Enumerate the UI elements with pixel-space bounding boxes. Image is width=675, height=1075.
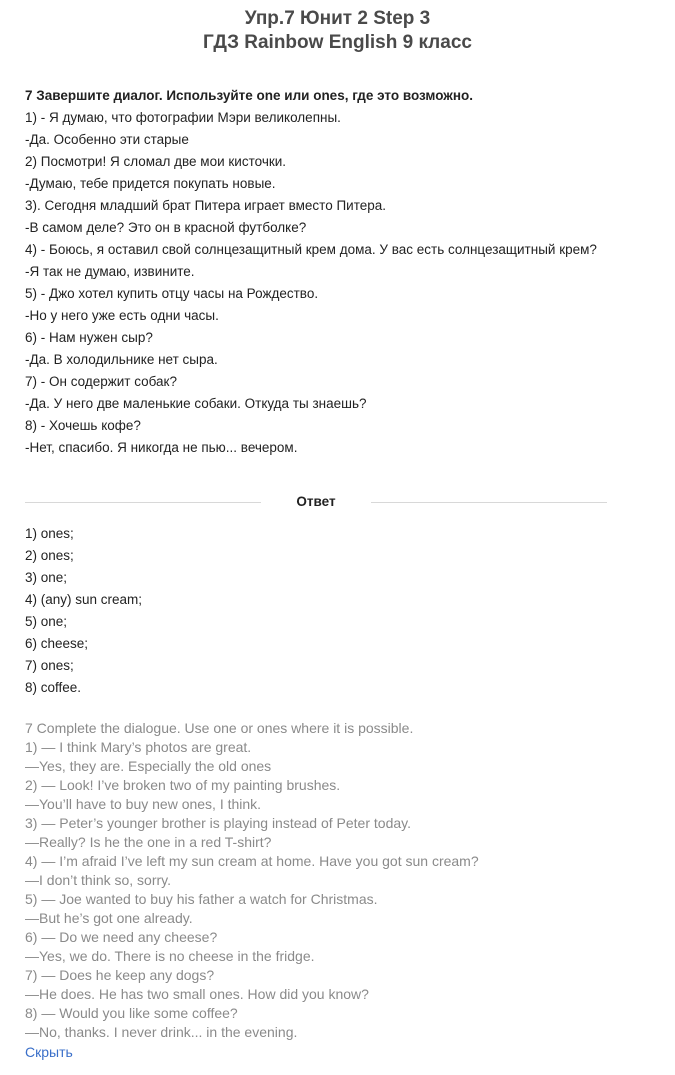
task-heading: 7 Завершите диалог. Используйте one или ones, где это возможно. xyxy=(25,88,474,103)
answers-list xyxy=(25,523,625,699)
task-line: -Но у него уже есть одни часы. xyxy=(25,308,219,323)
english-line: 5) — Joe wanted to buy his father a watch for Christmas. xyxy=(25,891,378,907)
task-line: -Думаю, тебе придется покупать новые. xyxy=(25,176,276,191)
english-line: 4) — I’m afraid I’ve left my sun cream at home. Have you got sun cream? xyxy=(25,853,479,869)
divider-line-left xyxy=(25,502,261,503)
english-line: —He does. He has two small ones. How did you know? xyxy=(25,986,369,1002)
english-line: 7) — Does he keep any dogs? xyxy=(25,967,215,983)
task-block xyxy=(25,85,625,459)
answer-divider xyxy=(25,492,607,512)
page xyxy=(0,7,675,1075)
english-line: 8) — Would you like some coffee? xyxy=(25,1005,238,1021)
answer-item: 2) ones; xyxy=(25,548,74,563)
task-line: -Я так не думаю, извините. xyxy=(25,264,195,279)
task-line: -В самом деле? Это он в красной футболке? xyxy=(25,220,307,235)
task-line: 3). Сегодня младший брат Питера играет вместо Питера. xyxy=(25,198,387,213)
answer-item: 3) one; xyxy=(25,570,68,585)
task-line: 8) - Хочешь кофе? xyxy=(25,418,141,433)
answer-item: 4) (any) sun cream; xyxy=(25,592,143,607)
english-line: 2) — Look! I’ve broken two of my painting brushes. xyxy=(25,777,341,793)
task-line: 7) - Он содержит собак? xyxy=(25,374,177,389)
english-line: 7 Complete the dialogue. Use one or ones where it is possible. xyxy=(25,720,414,736)
task-line: -Да. У него две маленькие собаки. Откуда ты знаешь? xyxy=(25,396,367,411)
task-line: -Да. Особенно эти старые xyxy=(25,132,189,147)
task-line: -Нет, спасибо. Я никогда не пью... вечером. xyxy=(25,440,298,455)
english-line: —Really? Is he the one in a red T-shirt? xyxy=(25,834,272,850)
task-line: 1) - Я думаю, что фотографии Мэри великолепны. xyxy=(25,110,341,125)
english-line: 1) — I think Mary’s photos are great. xyxy=(25,739,252,755)
answer-item: 1) ones; xyxy=(25,526,74,541)
task-line: 2) Посмотри! Я сломал две мои кисточки. xyxy=(25,154,287,169)
english-line: —But he’s got one already. xyxy=(25,910,193,926)
english-line: —Yes, they are. Especially the old ones xyxy=(25,758,272,774)
answer-label: Ответ xyxy=(296,494,336,509)
answer-item: 8) coffee. xyxy=(25,680,82,695)
english-line: —I don’t think so, sorry. xyxy=(25,872,172,888)
english-line: 6) — Do we need any cheese? xyxy=(25,929,218,945)
task-line: 5) - Джо хотел купить отцу часы на Рождество. xyxy=(25,286,319,301)
answer-item: 6) cheese; xyxy=(25,636,89,651)
answer-item: 5) one; xyxy=(25,614,68,629)
page-title xyxy=(0,7,675,55)
english-line: 3) — Peter’s younger brother is playing instead of Peter today. xyxy=(25,815,411,831)
english-line: —You’ll have to buy new ones, I think. xyxy=(25,796,262,812)
divider-line-right xyxy=(371,502,607,503)
english-original xyxy=(25,719,645,1042)
task-line: 6) - Нам нужен сыр? xyxy=(25,330,153,345)
english-line: —No, thanks. I never drink... in the evening. xyxy=(25,1024,298,1040)
task-line: -Да. В холодильнике нет сыра. xyxy=(25,352,218,367)
task-line: 4) - Боюсь, я оставил свой солнцезащитный крем дома. У вас есть солнцезащитный крем? xyxy=(25,242,597,257)
hide-link[interactable]: Скрыть xyxy=(25,1044,73,1060)
title-line-2: ГДЗ Rainbow English 9 класс xyxy=(203,32,472,53)
answer-item: 7) ones; xyxy=(25,658,74,673)
english-line: —Yes, we do. There is no cheese in the fridge. xyxy=(25,948,315,964)
title-line-1: Упр.7 Юнит 2 Step 3 xyxy=(244,8,431,29)
